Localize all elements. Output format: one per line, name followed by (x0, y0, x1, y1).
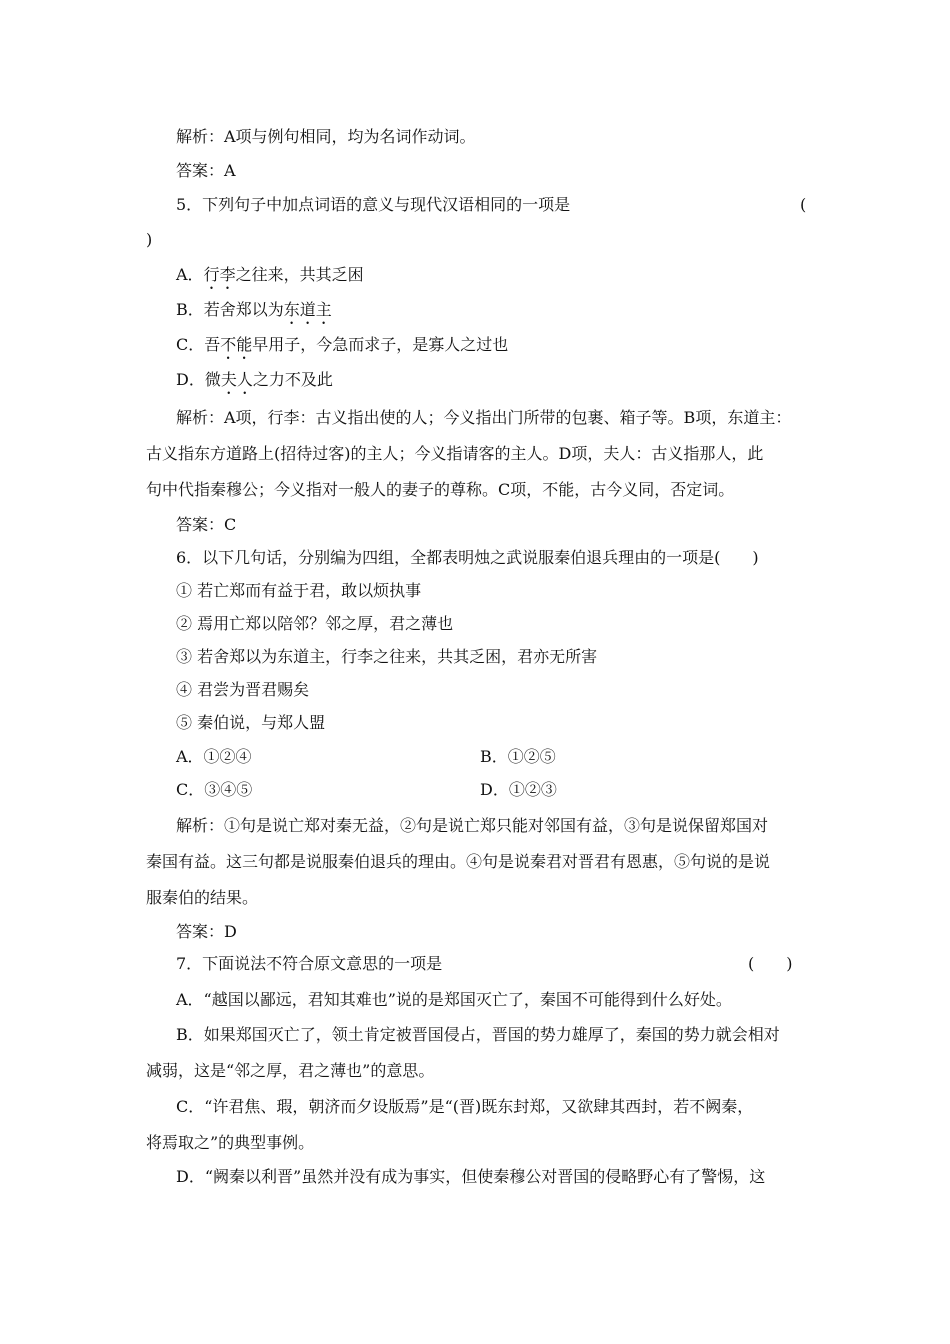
q6-analysis-line-1: 解析：①句是说亡郑对秦无益，②句是说亡郑只能对邻国有益，③句是说保留郑国对 (176, 816, 769, 835)
q6-analysis-line-3: 服秦伯的结果。 (146, 888, 259, 907)
q5-option-d-dotted: 夫人 (220, 370, 253, 389)
q4-answer: 答案：A (176, 161, 236, 180)
q7-option-b-line-2: 减弱，这是“邻之厚，君之薄也”的意思。 (146, 1061, 435, 1080)
q5-paren-open: ( (800, 195, 807, 214)
q7-option-c-line-2: 将焉取之”的典型事例。 (146, 1133, 315, 1152)
q7-option-d: D．“阙秦以利晋”虽然并没有成为事实，但使秦穆公对晋国的侵略野心有了警惕，这 (176, 1167, 766, 1186)
q5-option-a-pre: A． (176, 265, 204, 284)
q6-option-d: D．①②③ (480, 780, 557, 799)
q5-option-b (176, 299, 332, 328)
q5-option-b-pre: B．若舍郑以为 (176, 300, 284, 319)
q7-option-c-line-1: C．“许君焦、瑕，朝济而夕设版焉”是“(晋)既东封郑，又欲肆其西封，若不阙秦， (176, 1097, 754, 1116)
q5-analysis-line-2: 古义指东方道路上(招待过客)的主人；今义指请客的主人。D项，夫人：古义指那人，此 (146, 444, 764, 463)
q6-stem: 6．以下几句话，分别编为四组，全都表明烛之武说服秦伯退兵理由的一项是( ) (176, 548, 759, 567)
q7-paren: ( ) (748, 954, 793, 973)
q5-option-a (176, 264, 364, 293)
q7-stem: 7．下面说法不符合原文意思的一项是 (176, 954, 443, 973)
q5-option-c-pre: C．吾 (176, 335, 221, 354)
q6-item-5: ⑤ 秦伯说，与郑人盟 (176, 713, 326, 732)
q5-option-c (176, 334, 508, 363)
q5-option-a-post: 之往来，共其乏困 (235, 265, 364, 284)
q5-analysis-line-1: 解析：A项，行李：古义指出使的人；今义指出门所带的包裹、箱子等。B项，东道主： (176, 408, 792, 427)
q6-analysis-line-2: 秦国有益。这三句都是说服秦伯退兵的理由。④句是说秦君对晋君有恩惠，⑤句说的是说 (146, 852, 771, 871)
q6-item-1: ① 若亡郑而有益于君，敢以烦执事 (176, 581, 422, 600)
q5-option-a-dotted: 行李 (203, 265, 236, 284)
q5-stem: 5．下列句子中加点词语的意义与现代汉语相同的一项是 (176, 195, 571, 214)
q5-option-d-post: 之力不及此 (252, 370, 333, 389)
q7-option-a: A．“越国以鄙远，君知其难也”说的是郑国灭亡了，秦国不可能得到什么好处。 (176, 990, 732, 1009)
q5-option-d (176, 369, 333, 398)
q5-option-b-dotted: 东道主 (283, 300, 332, 319)
q5-analysis-line-3: 句中代指秦穆公；今义指对一般人的妻子的尊称。C项，不能，古今义同，否定词。 (146, 480, 735, 499)
q6-item-3: ③ 若舍郑以为东道主，行李之往来，共其乏困，君亦无所害 (176, 647, 598, 666)
q6-item-2: ② 焉用亡郑以陪邻？邻之厚，君之薄也 (176, 614, 454, 633)
q4-analysis: 解析：A项与例句相同，均为名词作动词。 (176, 127, 476, 146)
q6-option-b: B．①②⑤ (480, 747, 556, 766)
q5-answer: 答案：C (176, 515, 237, 534)
q5-option-c-dotted: 不能 (220, 335, 253, 354)
q6-answer: 答案：D (176, 922, 237, 941)
q6-option-a: A．①②④ (176, 747, 252, 766)
q5-option-c-post: 早用子，今急而求子，是寡人之过也 (252, 335, 509, 354)
q6-item-4: ④ 君尝为晋君赐矣 (176, 680, 310, 699)
q7-option-b-line-1: B．如果郑国灭亡了，领土肯定被晋国侵占，晋国的势力雄厚了，秦国的势力就会相对 (176, 1025, 780, 1044)
q6-option-c: C．③④⑤ (176, 780, 253, 799)
q5-paren-close: ) (146, 230, 153, 249)
q5-option-d-pre: D．微 (176, 370, 221, 389)
